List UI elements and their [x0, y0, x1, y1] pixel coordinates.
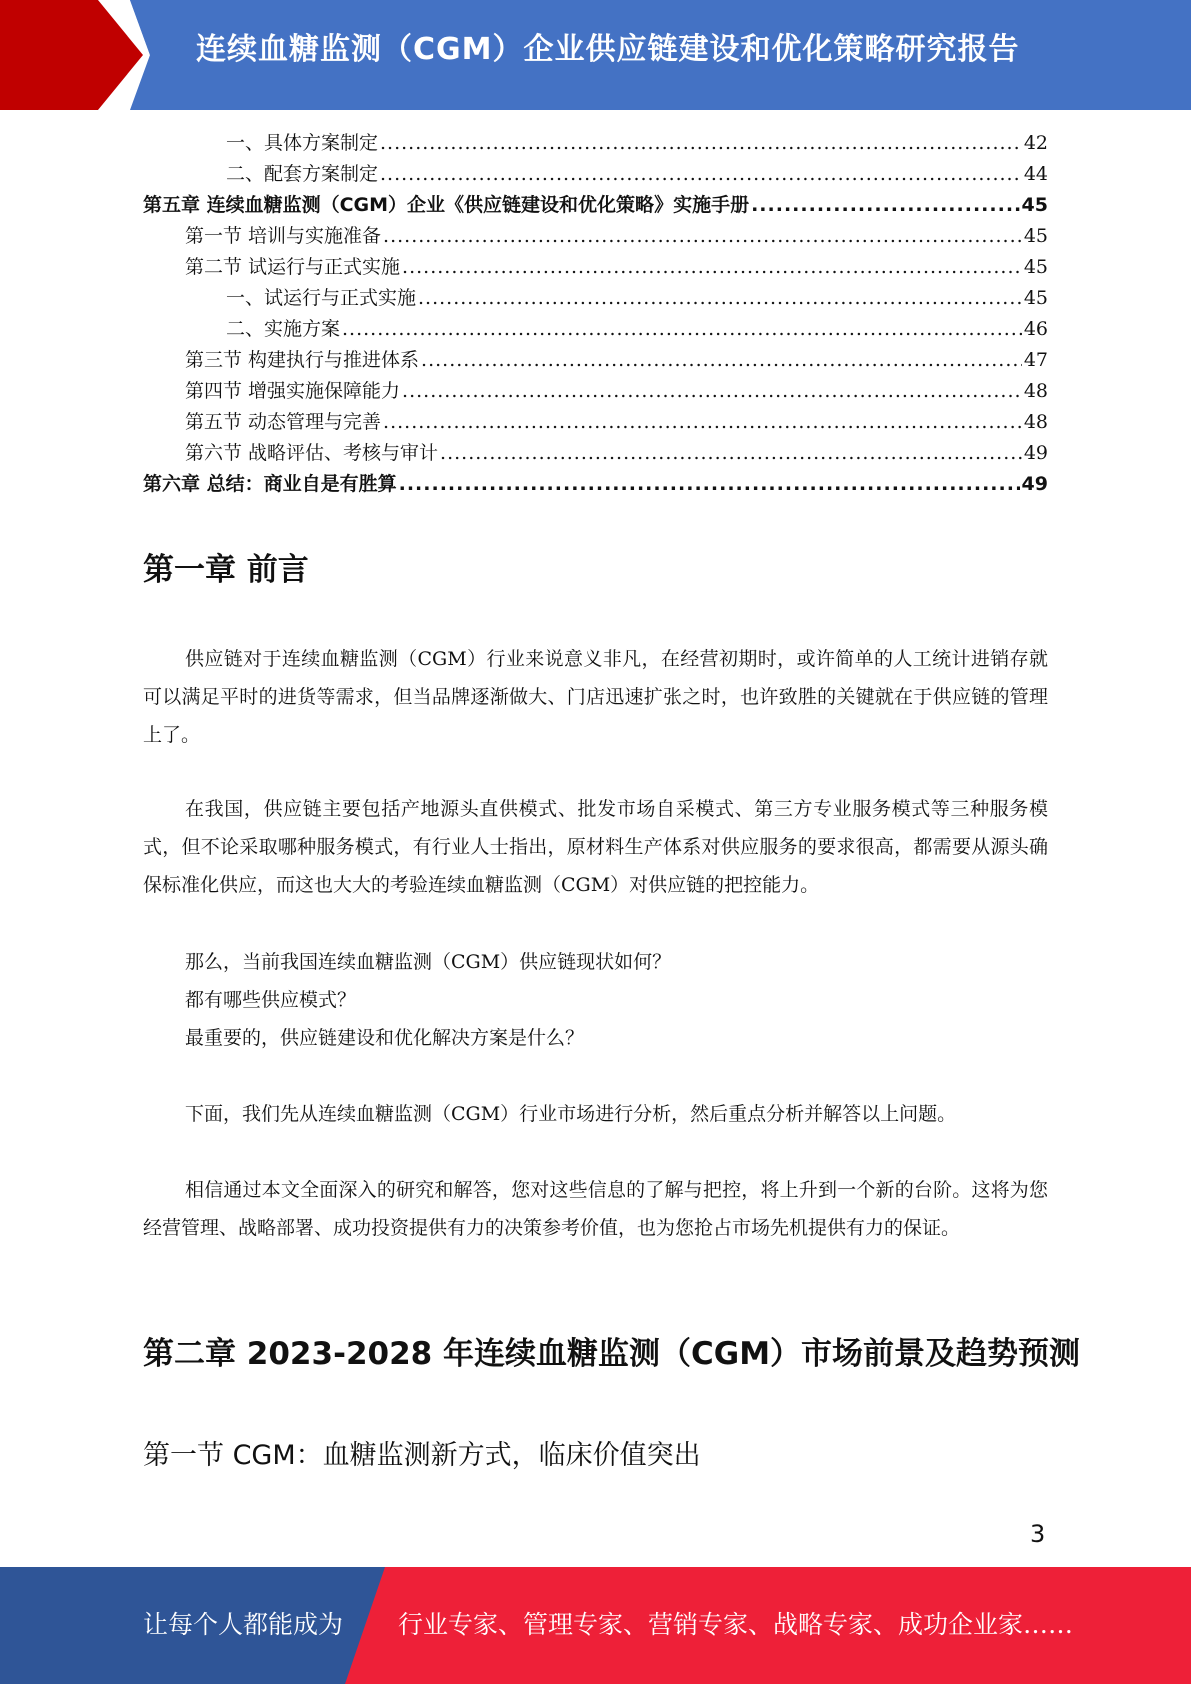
- toc-entry-page: 45: [1023, 225, 1048, 247]
- toc-leader: [342, 314, 1022, 345]
- header-title: 连续血糖监测（CGM）企业供应链建设和优化策略研究报告: [196, 32, 1020, 67]
- toc-entry-page: 45: [1023, 256, 1048, 278]
- toc-entry[interactable]: [143, 314, 1048, 345]
- toc-entry-chapter[interactable]: [143, 469, 1048, 500]
- question-line: 都有哪些供应模式？: [185, 989, 357, 1011]
- toc-leader: [383, 221, 1022, 252]
- toc-leader: [751, 190, 1019, 221]
- toc-entry-section[interactable]: [143, 345, 1048, 376]
- toc-entry-title: 第二节 试运行与正式实施: [185, 256, 401, 278]
- toc-entry-title: 第六节 战略评估、考核与审计: [185, 442, 439, 464]
- footer-banner: [0, 1567, 1191, 1684]
- toc-entry-page: 49: [1023, 442, 1048, 464]
- header-arrow-icon: [0, 0, 150, 110]
- toc-leader: [402, 252, 1022, 283]
- toc-leader: [380, 159, 1022, 190]
- toc-leader: [402, 376, 1022, 407]
- toc-leader: [399, 469, 1020, 500]
- question-line: 那么，当前我国连续血糖监测（CGM）供应链现状如何？: [185, 951, 672, 973]
- toc-entry-section[interactable]: [143, 438, 1048, 469]
- paragraph: 相信通过本文全面深入的研究和解答，您对这些信息的了解与把控，将上升到一个新的台阶。这将为您经营管理、战略部署、成功投资提供有力的决策参考价值，也为您抢占市场先机提供有力的保证。: [143, 1179, 1048, 1239]
- toc-entry-section[interactable]: [143, 221, 1048, 252]
- toc-entry-title: 一、具体方案制定: [226, 132, 379, 154]
- table-of-contents: [143, 128, 1048, 500]
- toc-entry-section[interactable]: [143, 407, 1048, 438]
- footer-slogan-right: 行业专家、管理专家、营销专家、战略专家、成功企业家……: [398, 1610, 1074, 1639]
- toc-entry-title: 第五章 连续血糖监测（CGM）企业《供应链建设和优化策略》实施手册: [143, 194, 750, 216]
- header-banner: [0, 0, 1191, 110]
- toc-entry-title: 二、配套方案制定: [226, 163, 379, 185]
- toc-entry-page: 45: [1021, 194, 1048, 216]
- toc-entry-section[interactable]: [143, 376, 1048, 407]
- toc-entry-title: 二、实施方案: [226, 318, 341, 340]
- toc-entry-page: 48: [1023, 380, 1048, 402]
- paragraph: 下面，我们先从连续血糖监测（CGM）行业市场进行分析，然后重点分析并解答以上问题。: [185, 1103, 957, 1125]
- toc-leader: [418, 283, 1022, 314]
- toc-entry-page: 46: [1023, 318, 1048, 340]
- toc-entry[interactable]: [143, 128, 1048, 159]
- toc-entry-page: 44: [1023, 163, 1048, 185]
- toc-entry-page: 49: [1021, 473, 1048, 495]
- toc-entry-page: 42: [1023, 132, 1048, 154]
- toc-entry-page: 48: [1023, 411, 1048, 433]
- paragraph: 供应链对于连续血糖监测（CGM）行业来说意义非凡，在经营初期时，或许简单的人工统计进销存就可以满足平时的进货等需求，但当品牌逐渐做大、门店迅速扩张之时，也许致胜的关键就在于供应链的管理上了。: [143, 648, 1048, 746]
- page-number: 3: [1030, 1520, 1046, 1548]
- toc-leader: [421, 345, 1022, 376]
- toc-entry-section[interactable]: [143, 252, 1048, 283]
- toc-leader: [383, 407, 1022, 438]
- toc-entry-title: 第五节 动态管理与完善: [185, 411, 382, 433]
- toc-entry-chapter[interactable]: [143, 190, 1048, 221]
- toc-entry-title: 第六章 总结：商业自是有胜算: [143, 473, 397, 495]
- toc-entry[interactable]: [143, 159, 1048, 190]
- toc-leader: [440, 438, 1022, 469]
- footer-slogan-left: 让每个人都能成为: [143, 1610, 344, 1639]
- chapter-heading: 第一章 前言: [143, 552, 309, 588]
- question-line: 最重要的，供应链建设和优化解决方案是什么？: [185, 1027, 585, 1049]
- chapter-heading: 第二章 2023-2028 年连续血糖监测（CGM）市场前景及趋势预测: [143, 1336, 1081, 1372]
- toc-entry[interactable]: [143, 283, 1048, 314]
- toc-leader: [380, 128, 1022, 159]
- toc-entry-title: 第一节 培训与实施准备: [185, 225, 382, 247]
- toc-entry-page: 47: [1023, 349, 1048, 371]
- paragraph: 在我国，供应链主要包括产地源头直供模式、批发市场自采模式、第三方专业服务模式等三种服务模式，但不论采取哪种服务模式，有行业人士指出，原材料生产体系对供应服务的要求很高，都需要从源头确保标准化供应，而这也大大的考验连续血糖监测（CGM）对供应链的把控能力。: [143, 798, 1048, 896]
- toc-entry-title: 第三节 构建执行与推进体系: [185, 349, 420, 371]
- toc-entry-title: 第四节 增强实施保障能力: [185, 380, 401, 402]
- toc-entry-page: 45: [1023, 287, 1048, 309]
- section-heading: 第一节 CGM：血糖监测新方式，临床价值突出: [143, 1440, 701, 1471]
- toc-entry-title: 一、试运行与正式实施: [226, 287, 417, 309]
